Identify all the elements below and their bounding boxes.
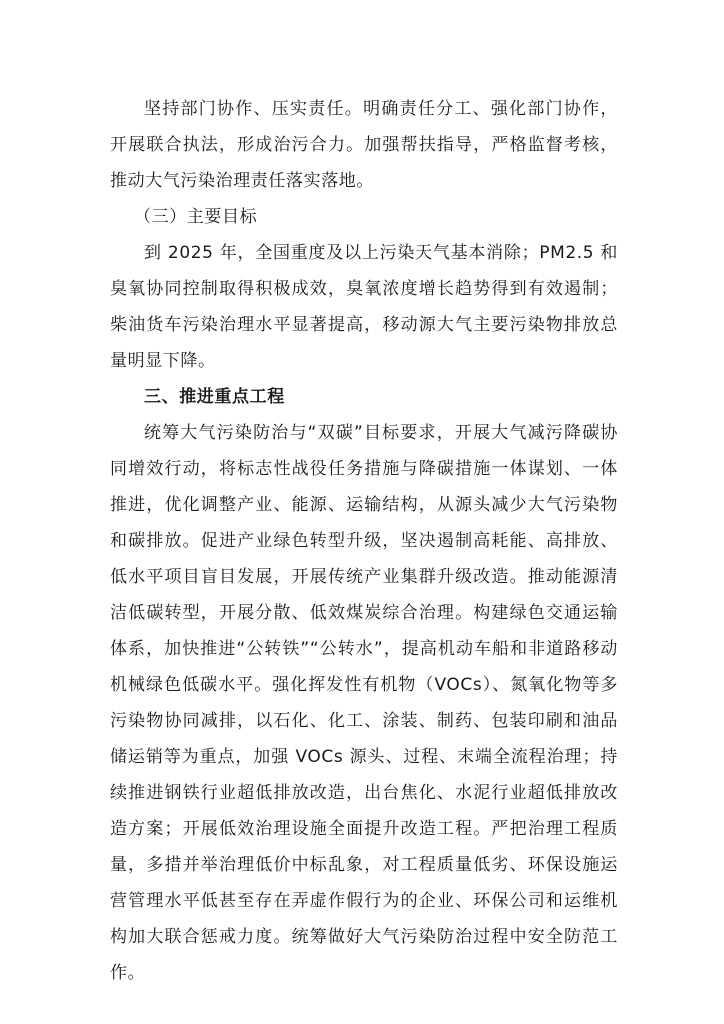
- subheading-main-goals: （三）主要目标: [134, 207, 258, 227]
- paragraph-key-projects: 统筹大气污染防治与“双碳”目标要求，开展大气减污降碳协同增效行动，将标志性战役任务措施与降碳措施一体谋划、一体推进，优化调整产业、能源、运输结构，从源头减少大气污染物和碳排放。促进产业绿色转型升级，坚决遏制高耗能、高排放、低水平项目盲目发展，开展传统产业集群升级改造。推动能源清洁低碳转型，开展分散、低效煤炭综合治理。构建绿色交通运输体系，加快推进“公转铁”“公转水”，提高机动车船和非道路移动机械绿色低碳水平。强化挥发性有机物（VOCs）、氮氧化物等多污染物协同减排，以石化、化工、涂装、制药、包装印刷和油品储运销等为重点，加强 VOCs 源头、过程、末端全流程治理；持续推进钢铁行业超低排放改造，出台焦化、水泥行业超低排放改造方案；开展低效治理设施全面提升改造工程。严把治理工程质量，多措并举治理低价中标乱象，对工程质量低劣、环保设施运营管理水平低甚至存在弄虚作假行为的企业、环保公司和运维机构加大联合惩戒力度。统筹做好大气污染防治过程中安全防范工作。: [110, 423, 618, 983]
- section-heading-key-projects: 三、推进重点工程: [144, 387, 285, 407]
- document-page: [110, 91, 618, 991]
- paragraph-main-goals: 到 2025 年，全国重度及以上污染天气基本消除；PM2.5 和臭氧协同控制取得积极成效，臭氧浓度增长趋势得到有效遏制；柴油货车污染治理水平显著提高，移动源大气主要污染物排放总量明显下降。: [110, 243, 618, 371]
- paragraph-department-cooperation: 坚持部门协作、压实责任。明确责任分工、强化部门协作，开展联合执法，形成治污合力。加强帮扶指导，严格监督考核，推动大气污染治理责任落实落地。: [110, 99, 618, 191]
